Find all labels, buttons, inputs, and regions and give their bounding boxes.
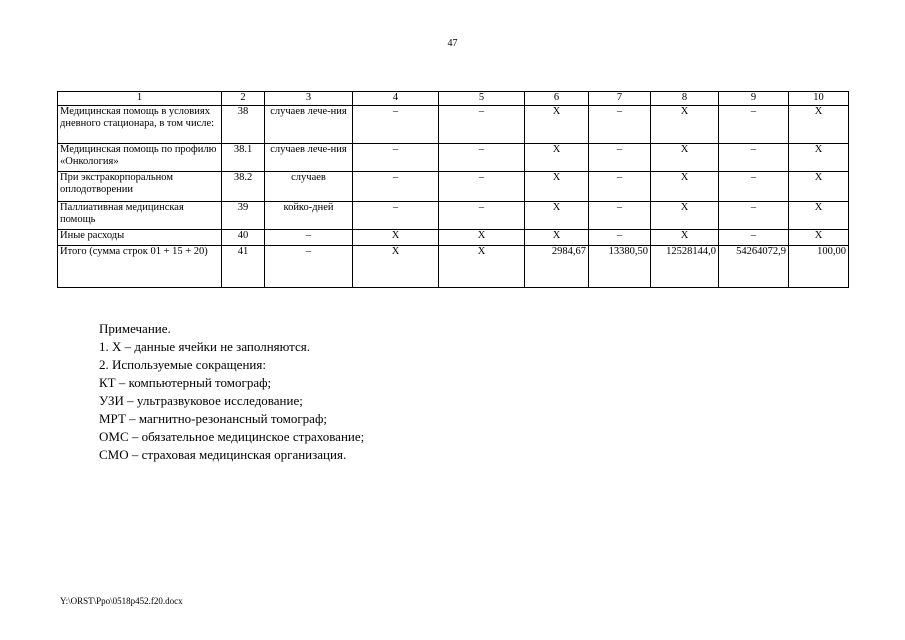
header-cell: 4 [353, 92, 439, 106]
table-cell: Медицинская помощь по профилю «Онкология» [58, 143, 222, 171]
notes-section [99, 320, 364, 464]
note-line: 2. Используемые сокращения: [99, 357, 266, 372]
table-cell: Х [525, 229, 589, 245]
header-cell: 10 [789, 92, 849, 106]
table-cell: Х [789, 201, 849, 229]
note-line: ОМС – обязательное медицинское страхование; [99, 429, 365, 444]
table-cell: 100,00 [789, 245, 849, 287]
table-cell: – [439, 201, 525, 229]
table-cell: случаев лече-ния [265, 105, 353, 143]
note-line: КТ – компьютерный томограф; [99, 375, 272, 390]
table-cell: Х [789, 229, 849, 245]
table-row [58, 143, 849, 171]
table-row [58, 229, 849, 245]
table-cell: 41 [222, 245, 265, 287]
table-cell: Х [651, 143, 719, 171]
table-cell: – [589, 105, 651, 143]
note-line: УЗИ – ультразвуковое исследование; [99, 393, 303, 408]
table-cell: Х [439, 245, 525, 287]
table-row [58, 171, 849, 201]
header-cell: 7 [589, 92, 651, 106]
table-cell: – [353, 171, 439, 201]
table-cell: Х [353, 245, 439, 287]
table-cell: Х [525, 105, 589, 143]
data-table [57, 91, 849, 288]
note-line: МРТ – магнитно-резонансный томограф; [99, 411, 327, 426]
table-cell: Х [651, 105, 719, 143]
table-row [58, 245, 849, 287]
notes-title: Примечание. [99, 321, 171, 336]
table-cell: 38 [222, 105, 265, 143]
header-cell: 5 [439, 92, 525, 106]
table-cell: Иные расходы [58, 229, 222, 245]
header-cell: 2 [222, 92, 265, 106]
header-cell: 9 [719, 92, 789, 106]
table-cell: – [439, 105, 525, 143]
table-cell: Итого (сумма строк 01 + 15 + 20) [58, 245, 222, 287]
table-cell: случаев [265, 171, 353, 201]
table-cell: – [719, 105, 789, 143]
table-cell: При экстракорпоральном оплодотворении [58, 171, 222, 201]
table-row [58, 201, 849, 229]
table-cell: случаев лече-ния [265, 143, 353, 171]
table-cell: 13380,50 [589, 245, 651, 287]
table-row [58, 105, 849, 143]
note-line: СМО – страховая медицинская организация. [99, 447, 347, 462]
table-cell: – [719, 201, 789, 229]
table-cell: Х [789, 143, 849, 171]
table-cell: 12528144,0 [651, 245, 719, 287]
table-cell: – [589, 171, 651, 201]
table-cell: Х [789, 105, 849, 143]
table-cell: 2984,67 [525, 245, 589, 287]
note-line: 1. Х – данные ячейки не заполняются. [99, 339, 311, 354]
table-cell: 40 [222, 229, 265, 245]
table-cell: койко-дней [265, 201, 353, 229]
table-cell: Х [353, 229, 439, 245]
table-cell: – [353, 143, 439, 171]
table-cell: Медицинская помощь в условиях дневного стационара, в том числе: [58, 105, 222, 143]
table-cell: Х [439, 229, 525, 245]
table-cell: – [719, 171, 789, 201]
table-cell: 54264072,9 [719, 245, 789, 287]
table-cell: – [439, 171, 525, 201]
footer-file-path: Y:\ORST\Ppo\0518p452.f20.docx [60, 596, 183, 606]
table-cell: – [265, 245, 353, 287]
table-cell: – [589, 229, 651, 245]
table-cell: – [719, 143, 789, 171]
table-cell: 38.2 [222, 171, 265, 201]
table-cell: 38.1 [222, 143, 265, 171]
table-cell: – [353, 105, 439, 143]
table-cell: Х [651, 201, 719, 229]
table-cell: Х [651, 171, 719, 201]
table-cell: – [719, 229, 789, 245]
header-cell: 1 [58, 92, 222, 106]
table-cell: Х [525, 143, 589, 171]
table-cell: Х [651, 229, 719, 245]
table-cell: Х [525, 201, 589, 229]
table-cell: – [589, 201, 651, 229]
header-cell: 8 [651, 92, 719, 106]
table-cell: – [353, 201, 439, 229]
table-cell: – [589, 143, 651, 171]
header-cell: 3 [265, 92, 353, 106]
header-cell: 6 [525, 92, 589, 106]
table-cell: Х [525, 171, 589, 201]
table-header-row [58, 92, 849, 106]
table-cell: 39 [222, 201, 265, 229]
table-cell: – [265, 229, 353, 245]
table-cell: – [439, 143, 525, 171]
table-cell: Паллиативная медицинская помощь [58, 201, 222, 229]
table-cell: Х [789, 171, 849, 201]
page-number: 47 [447, 38, 458, 49]
